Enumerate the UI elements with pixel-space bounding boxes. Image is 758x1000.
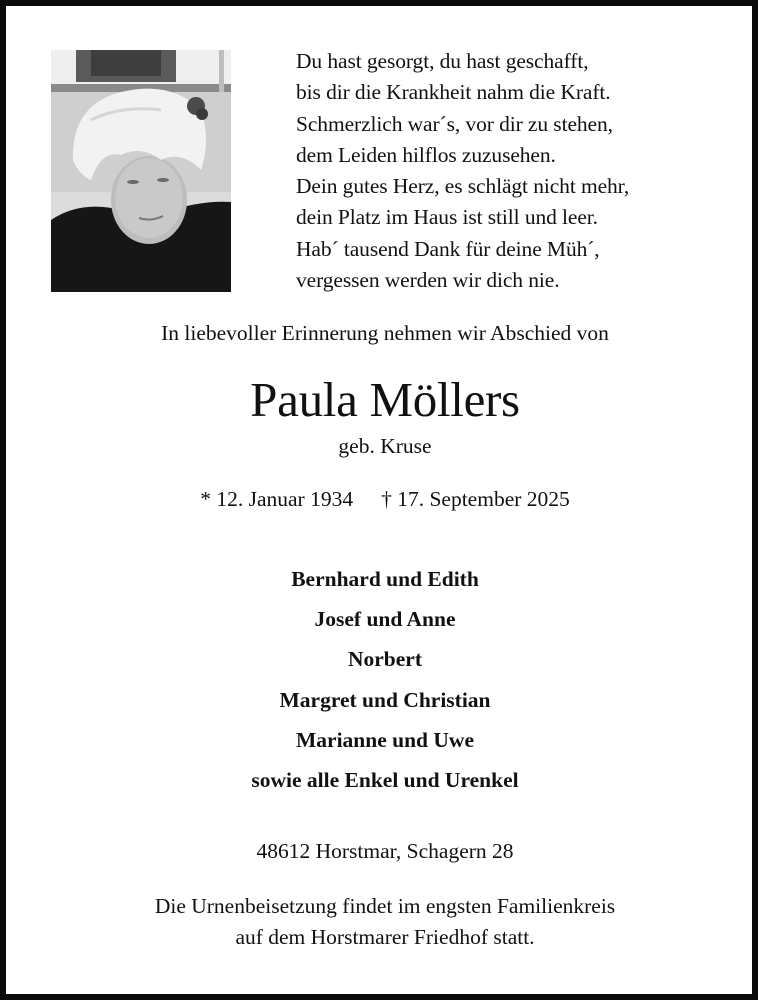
burial-line: Die Urnenbeisetzung findet im engsten Familienkreis <box>154 894 616 918</box>
poem <box>296 46 736 296</box>
poem-line: dem Leiden hilflos zuzusehen. <box>296 142 556 167</box>
poem-line: Hab´ tausend Dank für deine Müh´, <box>296 236 600 261</box>
burial-notice <box>12 891 758 953</box>
poem-line: bis dir die Krankheit nahm die Kraft. <box>296 80 611 105</box>
birth-date: * 12. Januar 1934 <box>200 487 354 511</box>
family-member: Norbert <box>347 647 423 672</box>
portrait-image-icon <box>51 50 231 292</box>
poem-line: Schmerzlich war´s, vor dir zu stehen, <box>296 111 613 136</box>
life-dates <box>12 484 758 514</box>
death-date: † 17. September 2025 <box>381 487 570 511</box>
poem-line: Dein gutes Herz, es schlägt nicht mehr, <box>296 174 630 199</box>
family-list <box>12 559 758 800</box>
maiden-name: geb. Kruse <box>338 434 432 458</box>
family-member: Bernhard und Edith <box>291 567 479 591</box>
family-member: Margret und Christian <box>279 687 491 712</box>
portrait-photo <box>51 50 231 292</box>
address: 48612 Horstmar, Schagern 28 <box>256 839 514 863</box>
intro-text: In liebevoller Erinnerung nehmen wir Abschied von <box>161 321 609 345</box>
poem-line: Du hast gesorgt, du hast geschafft, <box>296 49 589 73</box>
family-member: sowie alle Enkel und Urenkel <box>251 768 519 793</box>
deceased-name: Paula Möllers <box>250 372 520 427</box>
family-member: Josef und Anne <box>314 607 456 632</box>
family-member: Marianne und Uwe <box>296 727 474 752</box>
poem-line: vergessen werden wir dich nie. <box>296 268 560 293</box>
burial-line: auf dem Horstmarer Friedhof statt. <box>235 925 535 949</box>
poem-line: dein Platz im Haus ist still und leer. <box>296 205 598 230</box>
